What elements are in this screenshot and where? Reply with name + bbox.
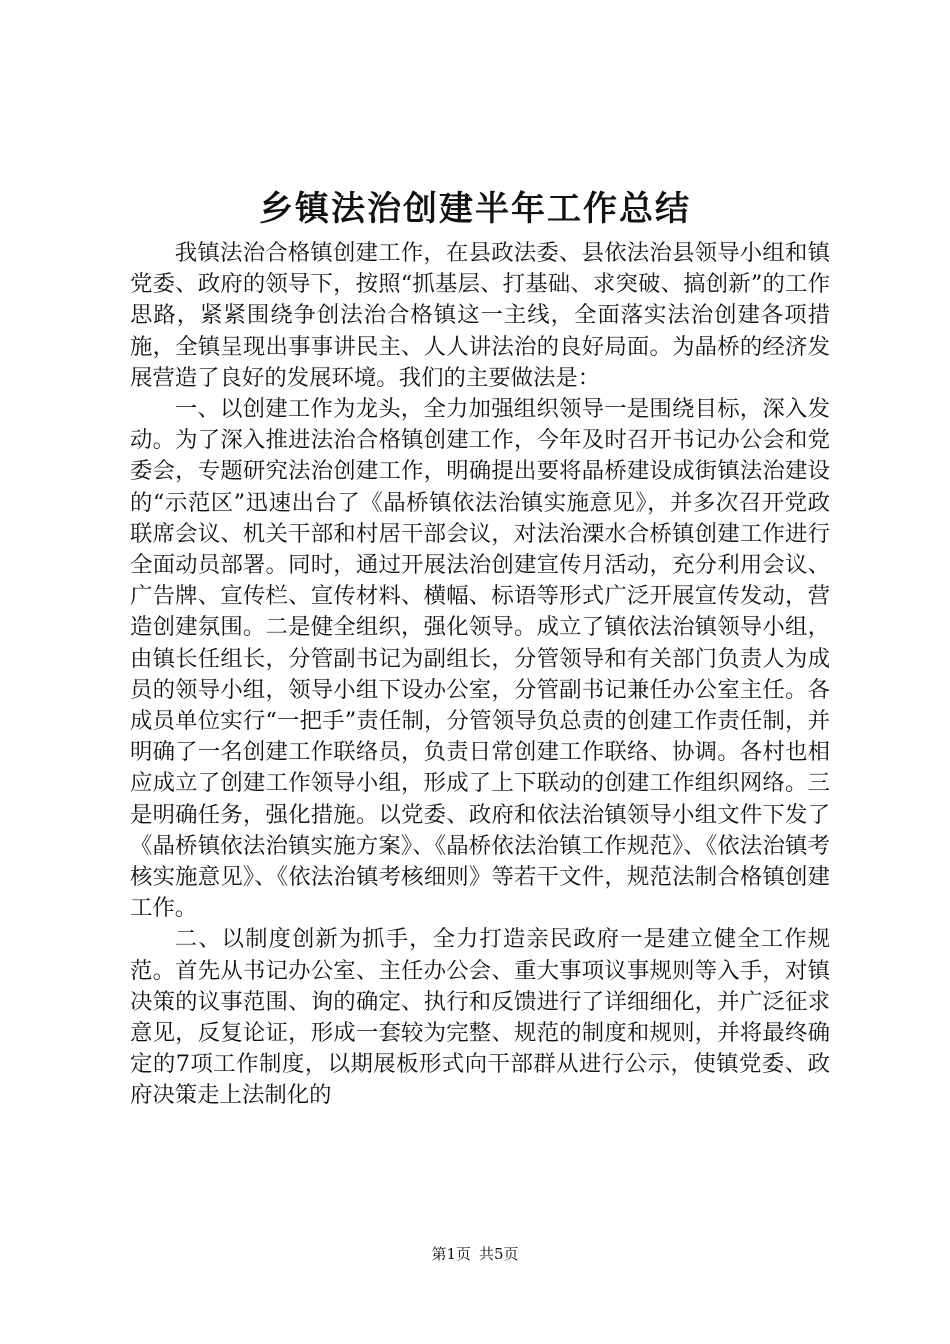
document-title: 乡镇法治创建半年工作总结 (259, 189, 691, 229)
page-footer (0, 1243, 950, 1265)
paragraph-section-one: 一、以创建工作为龙头，全力加强组织领导一是围绕目标，深入发动。为了深入推进法治合格镇创建工作，今年及时召开书记办公会和党委会，专题研究法治创建工作，明确提出要将晶桥建设成街镇法治建设的“示范区”迅速出台了《晶桥镇依法治镇实施意见》，并多次召开党政联席会议、机关干部和村居干部会议，对法治溧水合桥镇创建工作进行全面动员部署。同时，通过开展法治创建宣传月活动，充分利用会议、广告牌、宣传栏、宣传材料、横幅、标语等形式广泛开展宣传发动，营造创建氛围。二是健全组织，强化领导。成立了镇依法治镇领导小组，由镇长任组长，分管副书记为副组长，分管领导和有关部门负责人为成员的领导小组，领导小组下设办公室，分管副书记兼任办公室主任。各成员单位实行“一把手”责任制，分管领导负总责的创建工作责任制，并明确了一名创建工作联络员，负责日常创建工作联络、协调。各村也相应成立了创建工作领导小组，形成了上下联动的创建工作组织网络。三是明确任务，强化措施。以党委、政府和依法治镇领导小组文件下发了《晶桥镇依法治镇实施方案》、《晶桥依法治镇工作规范》、《依法治镇考核实施意见》、《依法治镇考核细则》等若干文件，规范法制合格镇创建工作。 (130, 396, 830, 922)
document-body (130, 238, 830, 1112)
paragraph-section-two: 二、以制度创新为抓手，全力打造亲民政府一是建立健全工作规范。首先从书记办公室、主任办公会、重大事项议事规则等入手，对镇决策的议事范围、询的确定、执行和反馈进行了详细细化，并广泛征求意见，反复论证，形成一套较为完整、规范的制度和规则，并将最终确定的7项工作制度，以期展板形式向干部群从进行公示，使镇党委、政府决策走上法制化的 (130, 926, 830, 1109)
page-total: 共5页 (479, 1245, 519, 1263)
page-number: 第1页 (431, 1245, 471, 1263)
paragraph-intro: 我镇法治合格镇创建工作，在县政法委、县依法治县领导小组和镇党委、政府的领导下，按照“抓基层、打基础、求突破、搞创新”的工作思路，紧紧围绕争创法治合格镇这一主线，全面落实法治创建各项措施，全镇呈现出事事讲民主、人人讲法治的良好局面。为晶桥的经济发展营造了良好的发展环境。我们的主要做法是： (130, 240, 830, 391)
